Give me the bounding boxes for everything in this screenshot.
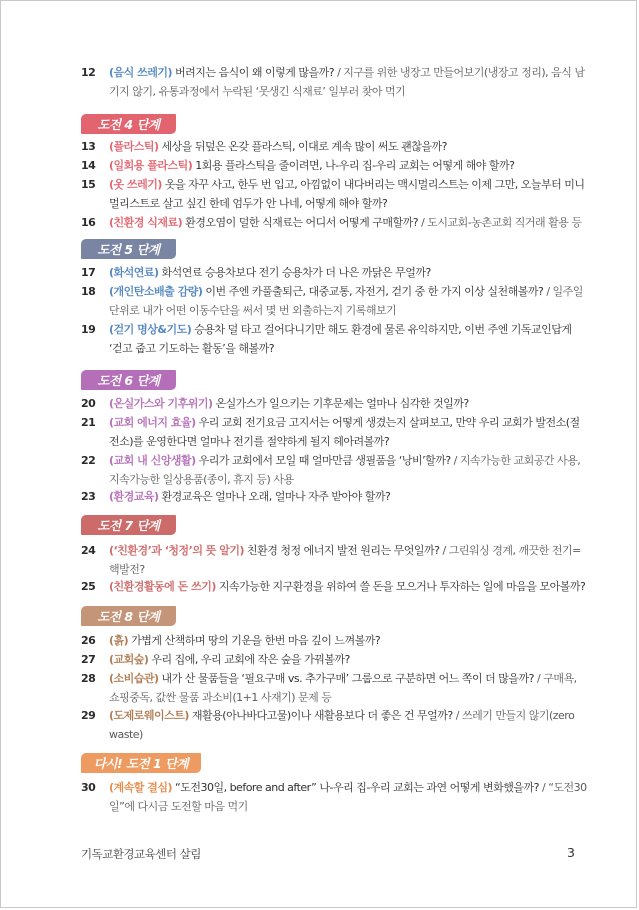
item-number: 23 bbox=[81, 490, 96, 503]
item-number: 15 bbox=[81, 178, 96, 191]
item-question: 우리 교회 전기요금 고지서는 어떻게 생겼는지 살펴보고, 만약 우리 교회가 발전소(절전소)를 운영한다면 얼마나 전기를 절약하게 될지 헤아려볼까? bbox=[109, 416, 580, 448]
item-keyword: (플라스틱) bbox=[109, 140, 159, 153]
list-item bbox=[81, 282, 587, 320]
item-number: 21 bbox=[81, 416, 96, 429]
item-question: 친환경 청정 에너지 발전 원리는 무엇일까? bbox=[244, 544, 440, 557]
item-number: 27 bbox=[81, 653, 96, 666]
item-question: 우리 집에, 우리 교회에 작은 숲을 가꿔볼까? bbox=[148, 653, 350, 666]
item-keyword: (개인탄소배출 감량) bbox=[109, 285, 203, 298]
item-number: 20 bbox=[81, 397, 96, 410]
item-keyword: (교회 내 신앙생활) bbox=[109, 454, 196, 467]
item-question: 버려지는 음식이 왜 이렇게 많을까? bbox=[172, 66, 335, 79]
item-question: 화석연료 승용차보다 전기 승용차가 더 나은 까닭은 무얼까? bbox=[158, 266, 431, 279]
item-keyword: (교회 에너지 효율) bbox=[109, 416, 196, 429]
item-keyword: (일회용 플라스틱) bbox=[109, 159, 193, 172]
item-question: 세상을 뒤덮은 온갖 플라스틱, 이대로 계속 많이 써도 괜찮을까? bbox=[158, 140, 448, 153]
item-keyword: (도제로웨이스트) bbox=[109, 709, 189, 722]
stage-badge: 다시! 도전 1 단계 bbox=[81, 753, 201, 773]
item-question: 환경오염이 덜한 식재료는 어디서 어떻게 구매할까? bbox=[182, 216, 419, 229]
item-keyword: (화석연료) bbox=[109, 266, 159, 279]
list-item bbox=[81, 413, 587, 451]
stage-badge: 도전 5 단계 bbox=[81, 239, 176, 259]
item-number: 14 bbox=[81, 159, 96, 172]
item-note: / 도시교회-농촌교회 직거래 활용 등 bbox=[418, 216, 582, 229]
list-item bbox=[81, 706, 587, 744]
item-number: 29 bbox=[81, 709, 96, 722]
item-question: 1회용 플라스틱을 줄이려면, 나-우리 집-우리 교회는 어떻게 해야 할까? bbox=[192, 159, 515, 172]
item-number: 28 bbox=[81, 672, 96, 685]
item-keyword: (환경교육) bbox=[109, 490, 159, 503]
item-note: / 지구를 위한 냉장고 만들어보기(냉장고 정리), 음식 남기지 않기, 유통과정에서 누락된 ‘못생긴 식재료’ 일부러 찾아 먹기 bbox=[109, 66, 585, 98]
item-number: 12 bbox=[81, 66, 96, 79]
item-keyword: (온실가스와 기후위기) bbox=[109, 397, 213, 410]
footer-organization: 기독교환경교육센터 살림 bbox=[81, 847, 201, 861]
item-number: 16 bbox=[81, 216, 96, 229]
item-keyword: (흙) bbox=[109, 634, 129, 647]
item-number: 22 bbox=[81, 454, 96, 467]
list-item bbox=[81, 213, 587, 232]
item-question: “도전30일, before and after” 나-우리 집-우리 교회는 과연 어떻게 변화했을까? bbox=[172, 781, 540, 794]
list-item bbox=[81, 577, 587, 596]
item-keyword: (계속할 결심) bbox=[109, 781, 173, 794]
item-keyword: (‘친환경’과 ‘청정’의 뜻 알기) bbox=[109, 544, 245, 557]
list-item bbox=[81, 541, 587, 579]
item-keyword: (걷기 명상&기도) bbox=[109, 323, 192, 336]
item-keyword: (친환경활동에 돈 쓰기) bbox=[109, 580, 216, 593]
item-number: 24 bbox=[81, 544, 96, 557]
item-question: 지속가능한 지구환경을 위하여 쓸 돈을 모으거나 투자하는 일에 마음을 모아볼까? bbox=[215, 580, 586, 593]
item-question: 이번 주엔 카풀출퇴근, 대중교통, 자전거, 걷기 중 한 가지 이상 실천해볼까? bbox=[202, 285, 544, 298]
item-number: 13 bbox=[81, 140, 96, 153]
list-item bbox=[81, 137, 587, 156]
list-item bbox=[81, 394, 587, 413]
list-item bbox=[81, 669, 587, 707]
item-question: 재활용(아나바다고물)이나 새활용보다 더 좋은 건 무얼까? bbox=[188, 709, 453, 722]
list-item bbox=[81, 156, 587, 175]
list-item bbox=[81, 778, 587, 816]
item-note: / 구매욕, 쇼핑중독, 값싼 물품 과소비(1+1 사재기) 문제 등 bbox=[109, 672, 577, 704]
item-note: / 그린워싱 경계, 깨끗한 전기=핵발전? bbox=[109, 544, 581, 576]
item-keyword: (교회숲) bbox=[109, 653, 149, 666]
item-number: 17 bbox=[81, 266, 96, 279]
item-keyword: (친환경 식재료) bbox=[109, 216, 183, 229]
list-item bbox=[81, 487, 587, 506]
item-note: / 일주일 단위로 내가 어떤 이동수단을 써서 몇 번 외출하는지 기록해보기 bbox=[109, 285, 583, 317]
item-question: 옷을 자꾸 사고, 한두 번 입고, 아낌없이 내다버리는 맥시멀리스트는 이제 그만, 오늘부터 미니멀리스트로 살고 싶긴 한데 엄두가 안 나네, 어떻게 해야 할까? bbox=[109, 178, 585, 210]
list-item bbox=[81, 631, 587, 650]
item-question: 온실가스가 일으키는 기후문제는 얼마나 심각한 것일까? bbox=[212, 397, 469, 410]
stage-badge: 도전 7 단계 bbox=[81, 515, 176, 535]
item-number: 25 bbox=[81, 580, 96, 593]
list-item bbox=[81, 263, 587, 282]
item-question: 승용차 덜 타고 걸어다니기만 해도 환경에 물론 유익하지만, 이번 주엔 기독교인답게 ‘걷고 줍고 기도하는 활동’을 해볼까? bbox=[109, 323, 572, 355]
stage-badge: 도전 8 단계 bbox=[81, 606, 176, 626]
item-keyword: (소비습관) bbox=[109, 672, 159, 685]
list-item bbox=[81, 451, 587, 489]
item-number: 19 bbox=[81, 323, 96, 336]
item-question: 우리가 교회에서 모일 때 얼마만큼 생필품을 ‘낭비’할까? bbox=[195, 454, 451, 467]
list-item bbox=[81, 63, 587, 101]
stage-badge: 도전 6 단계 bbox=[81, 370, 176, 390]
item-note: / “도전30일”에 다시금 도전할 마음 먹기 bbox=[109, 781, 587, 813]
item-note: / 쓰레기 만들지 않기(zero waste) bbox=[109, 709, 575, 741]
item-number: 30 bbox=[81, 781, 96, 794]
item-note: / 지속가능한 교회공간 사용, 지속가능한 일상용품(종이, 휴지 등) 사용 bbox=[109, 454, 581, 486]
item-keyword: (음식 쓰레기) bbox=[109, 66, 173, 79]
list-item bbox=[81, 650, 587, 669]
item-number: 26 bbox=[81, 634, 96, 647]
item-question: 가볍게 산책하며 땅의 기운을 한번 마음 깊이 느껴볼까? bbox=[128, 634, 381, 647]
item-number: 18 bbox=[81, 285, 96, 298]
list-item bbox=[81, 320, 587, 358]
item-keyword: (옷 쓰레기) bbox=[109, 178, 162, 191]
item-question: 환경교육은 얼마나 오래, 얼마나 자주 받아야 할까? bbox=[158, 490, 391, 503]
list-item bbox=[81, 175, 587, 213]
page-number: 3 bbox=[567, 845, 575, 860]
item-question: 내가 산 물품들을 ‘필요구매 vs. 추가구매’ 그룹으로 구분하면 어느 쪽이 더 많을까? bbox=[158, 672, 534, 685]
stage-badge: 도전 4 단계 bbox=[81, 114, 176, 134]
